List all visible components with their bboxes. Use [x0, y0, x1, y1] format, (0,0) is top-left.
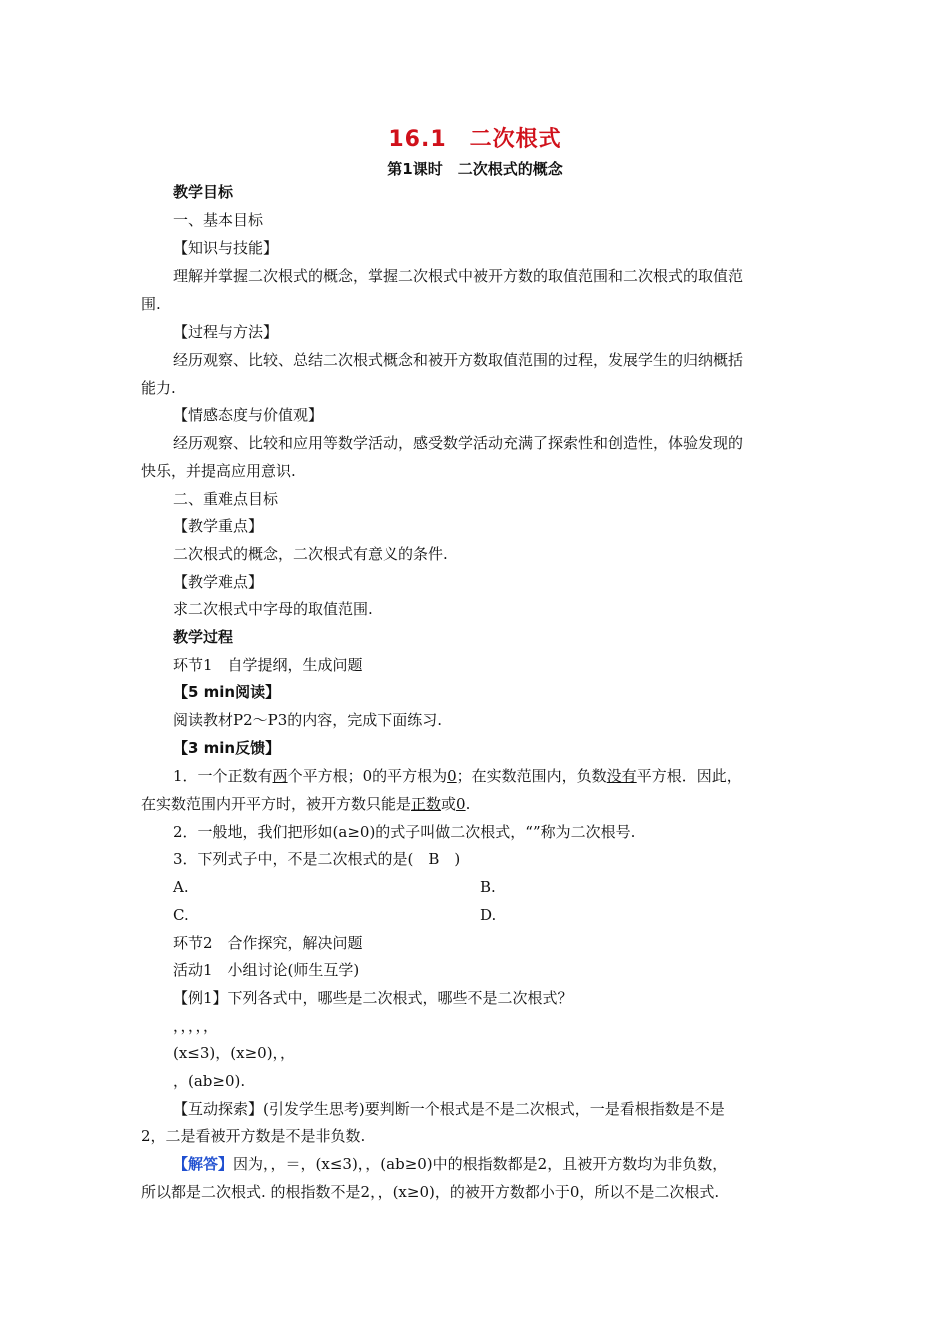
document-title: 16.1 二次根式 — [388, 127, 562, 152]
paragraph-line: 经历观察、比较、总结二次根式概念和被开方数取值范围的过程，发展学生的归纳概括 — [173, 351, 744, 369]
feedback-heading: 【3 min反馈】 — [173, 739, 281, 757]
paragraph-line: 经历观察、比较和应用等数学活动，感受数学活动充满了探索性和创造性，体验发现的 — [173, 434, 744, 452]
text-span: 因为，，＝，(x≤3)，，(ab≥0)中的根指数都是2，且被开方数均为非负数， — [233, 1155, 728, 1173]
difficult-points-heading: 【教学难点】 — [173, 573, 264, 591]
stage-2-heading: 环节2 合作探究，解决问题 — [173, 934, 363, 952]
process-method-heading: 【过程与方法】 — [173, 323, 279, 341]
section-heading-goals: 教学目标 — [173, 183, 234, 201]
text-span: ；在实数范围内，负数 — [456, 767, 607, 785]
option-a: A. — [173, 878, 189, 896]
attitude-values-heading: 【情感态度与价值观】 — [173, 406, 324, 424]
paragraph-line: 理解并掌握二次根式的概念，掌握二次根式中被开方数的取值范围和二次根式的取值范 — [173, 267, 744, 285]
question-2-line: 2．一般地，我们把形如(a≥0)的式子叫做二次根式，“”称为二次根号. — [173, 823, 636, 841]
text-span: 在实数范围内开平方时，被开方数只能是 — [141, 795, 412, 813]
text-span: 个平方根；0的平方根为 — [287, 767, 448, 785]
question-3-line: 3．下列式子中，不是二次根式的是( B ) — [173, 850, 461, 868]
answer-blank: 0 — [456, 795, 466, 813]
option-d: D. — [480, 906, 497, 924]
example-1-expressions-row: (x≤3)，(x≥0)，， — [173, 1044, 296, 1062]
lesson-subtitle: 第1课时 二次根式的概念 — [387, 160, 563, 178]
interactive-explore-line: 【互动探索】(引发学生思考)要判断一个根式是不是二次根式，一是看根指数是不是 — [173, 1100, 725, 1118]
paragraph-line: 围. — [141, 295, 161, 313]
text-span: 或 — [441, 795, 457, 813]
text-span: . — [465, 795, 471, 813]
answer-blank: 正数 — [411, 795, 442, 813]
solution-tag: 【解答】 — [173, 1155, 234, 1173]
activity-1-heading: 活动1 小组讨论(师生互学) — [173, 961, 360, 979]
section-heading-process: 教学过程 — [173, 628, 234, 646]
paragraph-line: 求二次根式中字母的取值范围. — [173, 600, 373, 618]
option-c: C. — [173, 906, 189, 924]
reading-heading: 【5 min阅读】 — [173, 683, 281, 701]
example-1-expressions-row: ，(ab≥0). — [173, 1072, 246, 1090]
knowledge-skills-heading: 【知识与技能】 — [173, 239, 279, 257]
paragraph-line: 快乐，并提高应用意识. — [141, 462, 296, 480]
basic-goals-heading: 一、基本目标 — [173, 211, 264, 229]
question-1-line-2 — [141, 794, 470, 814]
text-span: 1．一个正数有 — [173, 767, 273, 785]
key-points-heading: 【教学重点】 — [173, 517, 264, 535]
interactive-explore-line-2: 2，二是看被开方数是不是非负数. — [141, 1127, 366, 1145]
solution-line — [173, 1154, 727, 1174]
paragraph-line: 阅读教材P2～P3的内容，完成下面练习. — [173, 711, 443, 729]
option-b: B. — [480, 878, 496, 896]
key-difficult-goals-heading: 二、重难点目标 — [173, 490, 279, 508]
example-1-expressions-row: ，，，，， — [173, 1017, 219, 1035]
example-1-line: 【例1】下列各式中，哪些是二次根式，哪些不是二次根式？ — [173, 989, 573, 1007]
paragraph-line: 二次根式的概念，二次根式有意义的条件. — [173, 545, 448, 563]
solution-line-2: 所以都是二次根式. 的根指数不是2，，(x≥0)，的被开方数都小于0，所以不是二次根式. — [141, 1183, 720, 1201]
paragraph-line: 能力. — [141, 379, 176, 397]
question-1-line — [173, 766, 742, 786]
answer-blank: 0 — [447, 767, 457, 785]
answer-blank: 两 — [272, 767, 288, 785]
text-span: 平方根．因此， — [636, 767, 742, 785]
stage-1-heading: 环节1 自学提纲，生成问题 — [173, 656, 363, 674]
answer-blank: 没有 — [606, 767, 637, 785]
